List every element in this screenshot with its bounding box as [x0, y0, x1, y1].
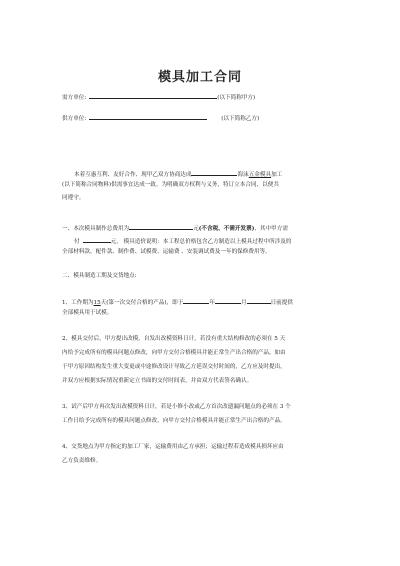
intro-line-2: (以下简称合同物料)供需事宜达成一致。为明确双方权利与义务，特订立本合同，以便共 — [62, 182, 279, 188]
section-1-line-1 — [62, 223, 288, 233]
intro-text-product: 五金模具 — [248, 172, 272, 178]
p1-text-month: 月 — [240, 300, 247, 306]
item-2-line-4: 并双方应根据实际情况重新定立书面的交付时间表，并由双方代表签名确认。 — [62, 378, 253, 384]
section-1-line-2 — [74, 236, 291, 246]
section-2-heading: 二、模具制造工期及交货地点: — [62, 273, 137, 279]
work-days-value: 15 — [93, 300, 101, 306]
document-title: 模具加工合同 — [157, 70, 242, 85]
party-a-note: (以下简称甲方) — [217, 95, 256, 101]
item-3-line-2: 工作日给予完成所有的模具问题点修改，向甲方交付合格模具并能正常生产出合格的产品。 — [62, 418, 286, 424]
intro-line-3: 同遵守。 — [62, 195, 85, 201]
item-2-line-2: 内给予完成所有的模具问题点修改，向甲方交付合格模具并能正常生产出合格的产品，如由 — [62, 350, 286, 356]
p1-text-e: 日前提供 — [270, 300, 293, 306]
year-blank[interactable] — [183, 297, 209, 304]
intro-text-b: 海沫 — [237, 172, 249, 178]
s1-text-f: 元， 模具造价说明：本工程总价格包含乙方制造以上模具过程中所涉及的 — [110, 239, 292, 245]
party-b-line — [62, 113, 259, 123]
intro-text-a: 本着互惠互利、友好合作、现甲乙双方协商达成 — [74, 172, 192, 178]
party-b-blank[interactable] — [89, 113, 207, 120]
party-b-label: 供方单位: — [62, 116, 87, 122]
item-3-line-1: 3、试产后甲方再次发出改模资料日计，若是小修小改或乙方首次改遗漏问题点的必须在 3 个 — [62, 404, 291, 410]
p1-text-b: 天(第一次交付合格的产品)，即于 — [100, 300, 184, 306]
item-2-line-1: 2、模具交付后，甲方提出改模，自发出改模资料日计，若没有重大结构修改的必须在 5 天 — [62, 336, 286, 342]
intro-line-1 — [74, 169, 282, 179]
s1-text-yuan: 元 — [193, 226, 199, 232]
payment-blank[interactable] — [83, 236, 111, 243]
p1-text-year: 年 — [209, 300, 215, 306]
party-a-label: 需方单位: — [62, 95, 87, 101]
item-1-line-2: 全部模具用于试模。 — [62, 310, 113, 316]
s1-tax-note: (不含税、不需开发票) — [198, 226, 255, 232]
party-a-line — [62, 92, 255, 102]
s1-text-a: 一、本次模具制作总费用为 — [62, 226, 130, 232]
item-1-line-1 — [62, 297, 293, 307]
s1-text-pay: 付 — [74, 239, 80, 245]
intro-text-d: 加工 — [271, 172, 283, 178]
item-2-line-3: 于甲方原因结构发生重大变更或中途修改设计导致乙方延误交付时间的，乙方应及时提出， — [62, 364, 286, 370]
total-fee-blank[interactable] — [129, 223, 193, 230]
section-1-line-3: 全部材料款、配件款、制作费、试模费、运输费 、安装调试费及一年的保修费用等。 — [62, 249, 271, 255]
party-b-note: (以下简称乙方) — [221, 116, 260, 122]
month-blank[interactable] — [215, 297, 241, 304]
item-4-line-1: 4、交货地点为甲方指定的加工厂家，运输费用由乙方承担；运输过程若造成模具损坏应由 — [62, 444, 284, 450]
party-a-blank[interactable] — [89, 92, 217, 99]
day-blank[interactable] — [247, 297, 271, 304]
p1-text-a: 1、工作期为 — [62, 300, 94, 306]
item-4-line-2: 乙方负责维修。 — [62, 458, 102, 464]
intro-blank[interactable] — [191, 169, 237, 176]
s1-text-d: ，其中甲方需 — [254, 226, 288, 232]
